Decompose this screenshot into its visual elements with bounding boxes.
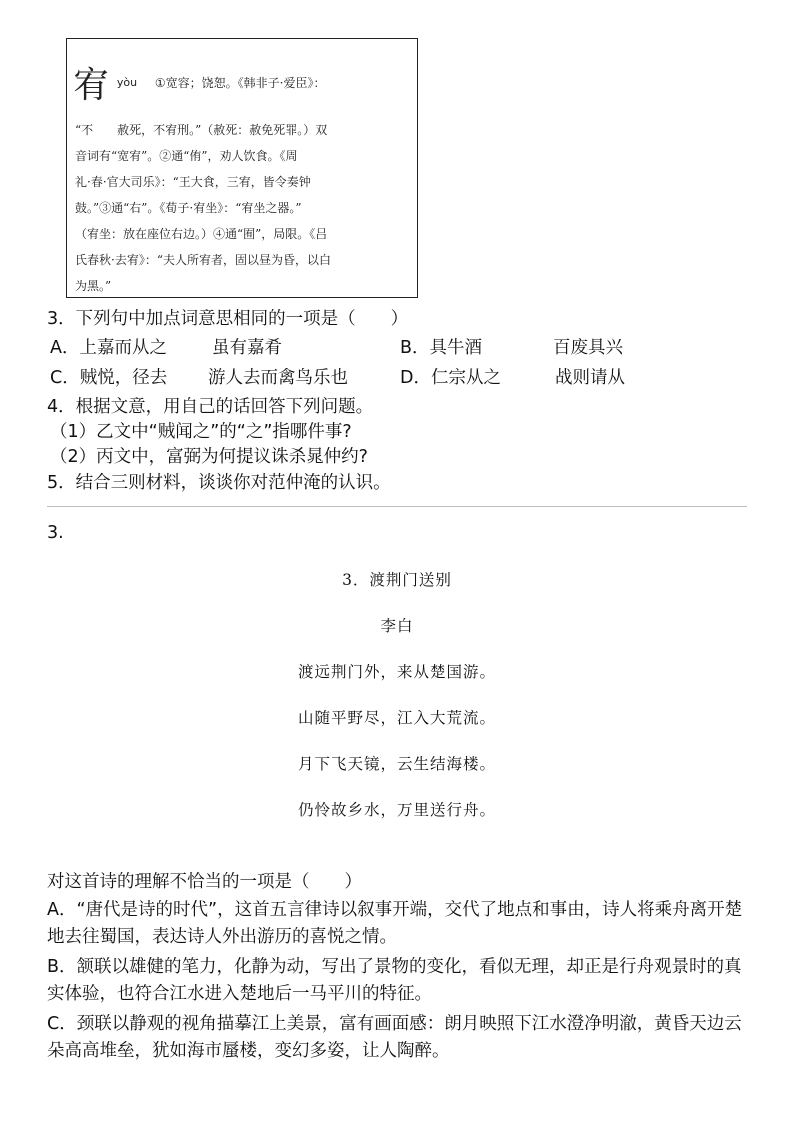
headword-pinyin: yòu (116, 76, 138, 89)
poem-option-b: B．颔联以雄健的笔力，化静为动，写出了景物的变化，看似无理，却正是行舟观景时的真实体验，也符合江水进入楚地后一马平川的特征。 (47, 957, 742, 1004)
dictionary-line: 鼓。”③通“右”。《荀子·宥坐》：“宥坐之器。” (75, 201, 302, 215)
dictionary-line: “不 赦死，不宥刑。”（赦死：赦免死罪。）双 (75, 123, 328, 137)
poem-option-a: A．“唐代是诗的时代”，这首五言律诗以叙事开端，交代了地点和事由，诗人将乘舟离开楚地去往蜀国，表达诗人外出游历的喜悦之情。 (47, 900, 743, 947)
section-divider (47, 506, 747, 507)
dictionary-line: 礼·春·官大司乐》：“王大食，三宥，皆令奏钟 (75, 175, 311, 189)
option-d-part1: D．仁宗从之 (400, 368, 501, 388)
option-b-part2: 百废具兴 (553, 338, 623, 358)
dictionary-entry-box (66, 38, 418, 298)
headword-character: 宥 (73, 65, 110, 106)
poem-line: 月下飞天镜，云生结海楼。 (297, 755, 496, 773)
poem-line: 渡远荆门外，来从楚国游。 (297, 663, 496, 681)
question-4-sub2: （2）丙文中，富弼为何提议诛杀晁仲约? (50, 447, 368, 467)
option-a-part1: A．上嘉而从之 (50, 338, 167, 358)
option-c-part2: 游人去而禽鸟乐也 (208, 368, 348, 388)
option-a-part2: 虽有嘉肴 (212, 338, 282, 358)
question-5-stem: 5．结合三则材料，谈谈你对范仲淹的认识。 (47, 473, 391, 493)
first-definition: ①宽容；饶恕。《韩非子·爱臣》： (154, 76, 326, 90)
question-3-stem: 3．下列句中加点词意思相同的一项是（ ） (47, 309, 409, 329)
poem-title: 3．渡荆门送别 (342, 571, 452, 589)
poem-question-stem: 对这首诗的理解不恰当的一项是（ ） (47, 872, 362, 892)
poem-line: 山随平野尽，江入大荒流。 (297, 709, 496, 727)
dictionary-line: 为黑。” (75, 279, 112, 293)
question-4-sub1: （1）乙文中“贼闻之”的“之”指哪件事? (50, 422, 352, 442)
option-b-part1: B．具牛酒 (400, 338, 483, 358)
option-d-part2: 战则请从 (555, 368, 625, 388)
poem-option-c: C．颈联以静观的视角描摹江上美景，富有画面感：朗月映照下江水澄净明澈，黄昏天边云朵高高堆垒，犹如海市蜃楼，变幻多姿，让人陶醉。 (47, 1014, 742, 1061)
section-number: 3. (47, 523, 64, 543)
question-4-stem: 4．根据文意，用自己的话回答下列问题。 (47, 397, 374, 417)
poem-author: 李白 (380, 617, 414, 635)
dictionary-line: （宥坐：放在座位右边。）④通“囿”，局限。《吕 (75, 227, 328, 241)
dictionary-line: 音词有“宽宥”。②通“侑”，劝人饮食。《周 (75, 149, 298, 163)
option-c-part1: C．贼悦，径去 (50, 368, 168, 388)
poem-line: 仍怜故乡水，万里送行舟。 (297, 801, 496, 819)
dictionary-headword-line (73, 57, 325, 107)
dictionary-line: 氏春秋·去宥》：“夫人所宥者，固以昼为昏，以白 (75, 253, 331, 267)
